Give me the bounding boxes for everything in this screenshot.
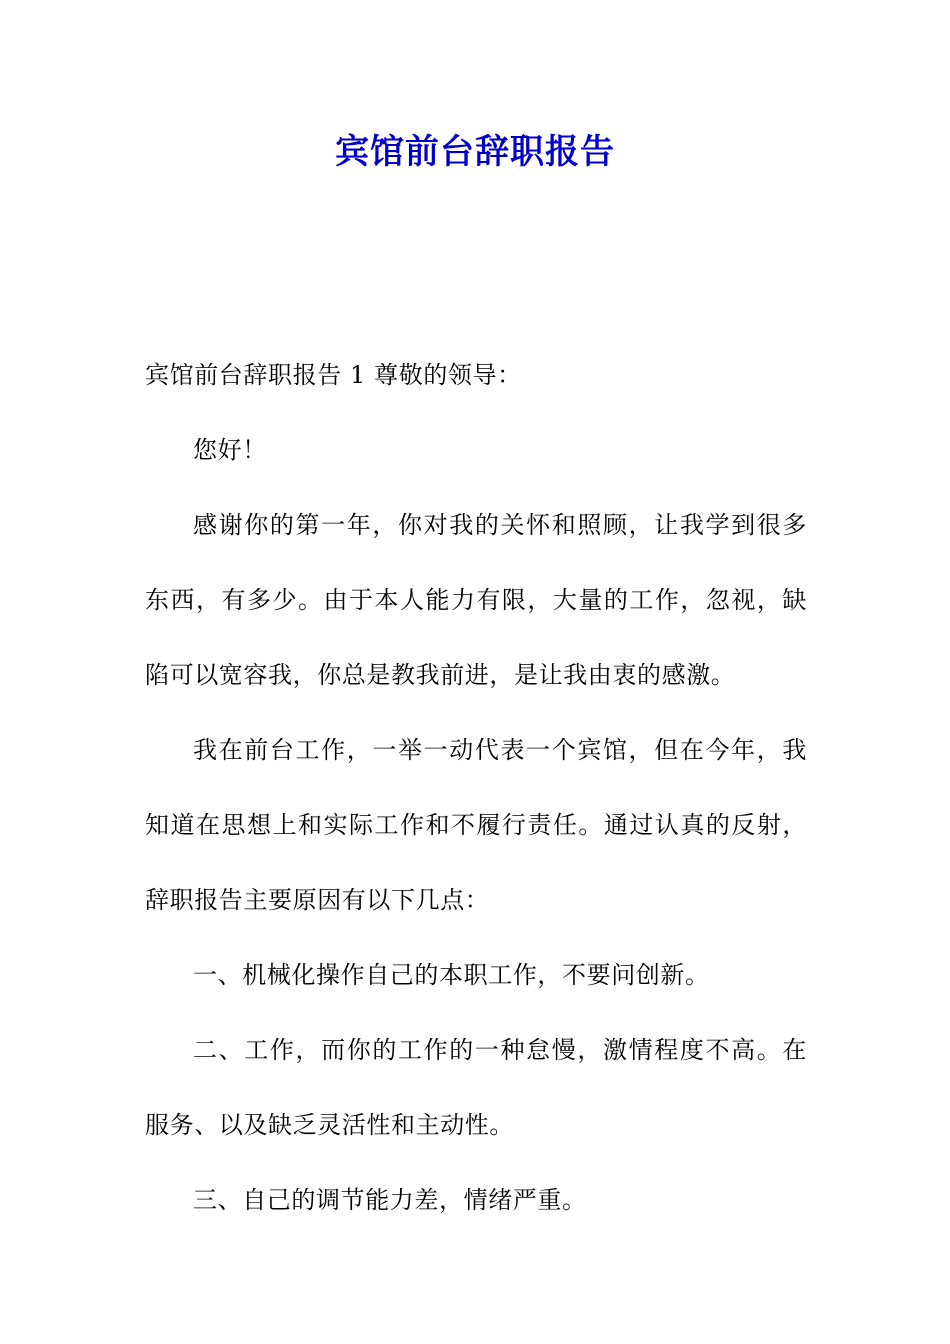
greeting-paragraph: 您好！ xyxy=(193,436,267,464)
document-title: 宾馆前台辞职报告 xyxy=(335,132,615,172)
reason-item: 二、工作，而你的工作的一种怠慢，激情程度不高。在服务、以及缺乏灵活性和主动性。 xyxy=(145,1036,807,1139)
reason-item: 一、机械化操作自己的本职工作，不要问创新。 xyxy=(193,961,710,989)
reason-item: 三、自己的调节能力差，情绪严重。 xyxy=(193,1186,587,1214)
body-paragraph: 我在前台工作，一举一动代表一个宾馆，但在今年，我知道在思想上和实际工作和不履行责任。通过认真的反射，辞职报告主要原因有以下几点： xyxy=(145,736,807,914)
salutation-paragraph: 宾馆前台辞职报告 1 尊敬的领导： xyxy=(145,361,522,389)
body-paragraph: 感谢你的第一年，你对我的关怀和照顾，让我学到很多东西，有多少。由于本人能力有限，大量的工作，忽视，缺陷可以宽容我，你总是教我前进，是让我由衷的感激。 xyxy=(145,511,807,689)
document-body xyxy=(145,338,807,1238)
